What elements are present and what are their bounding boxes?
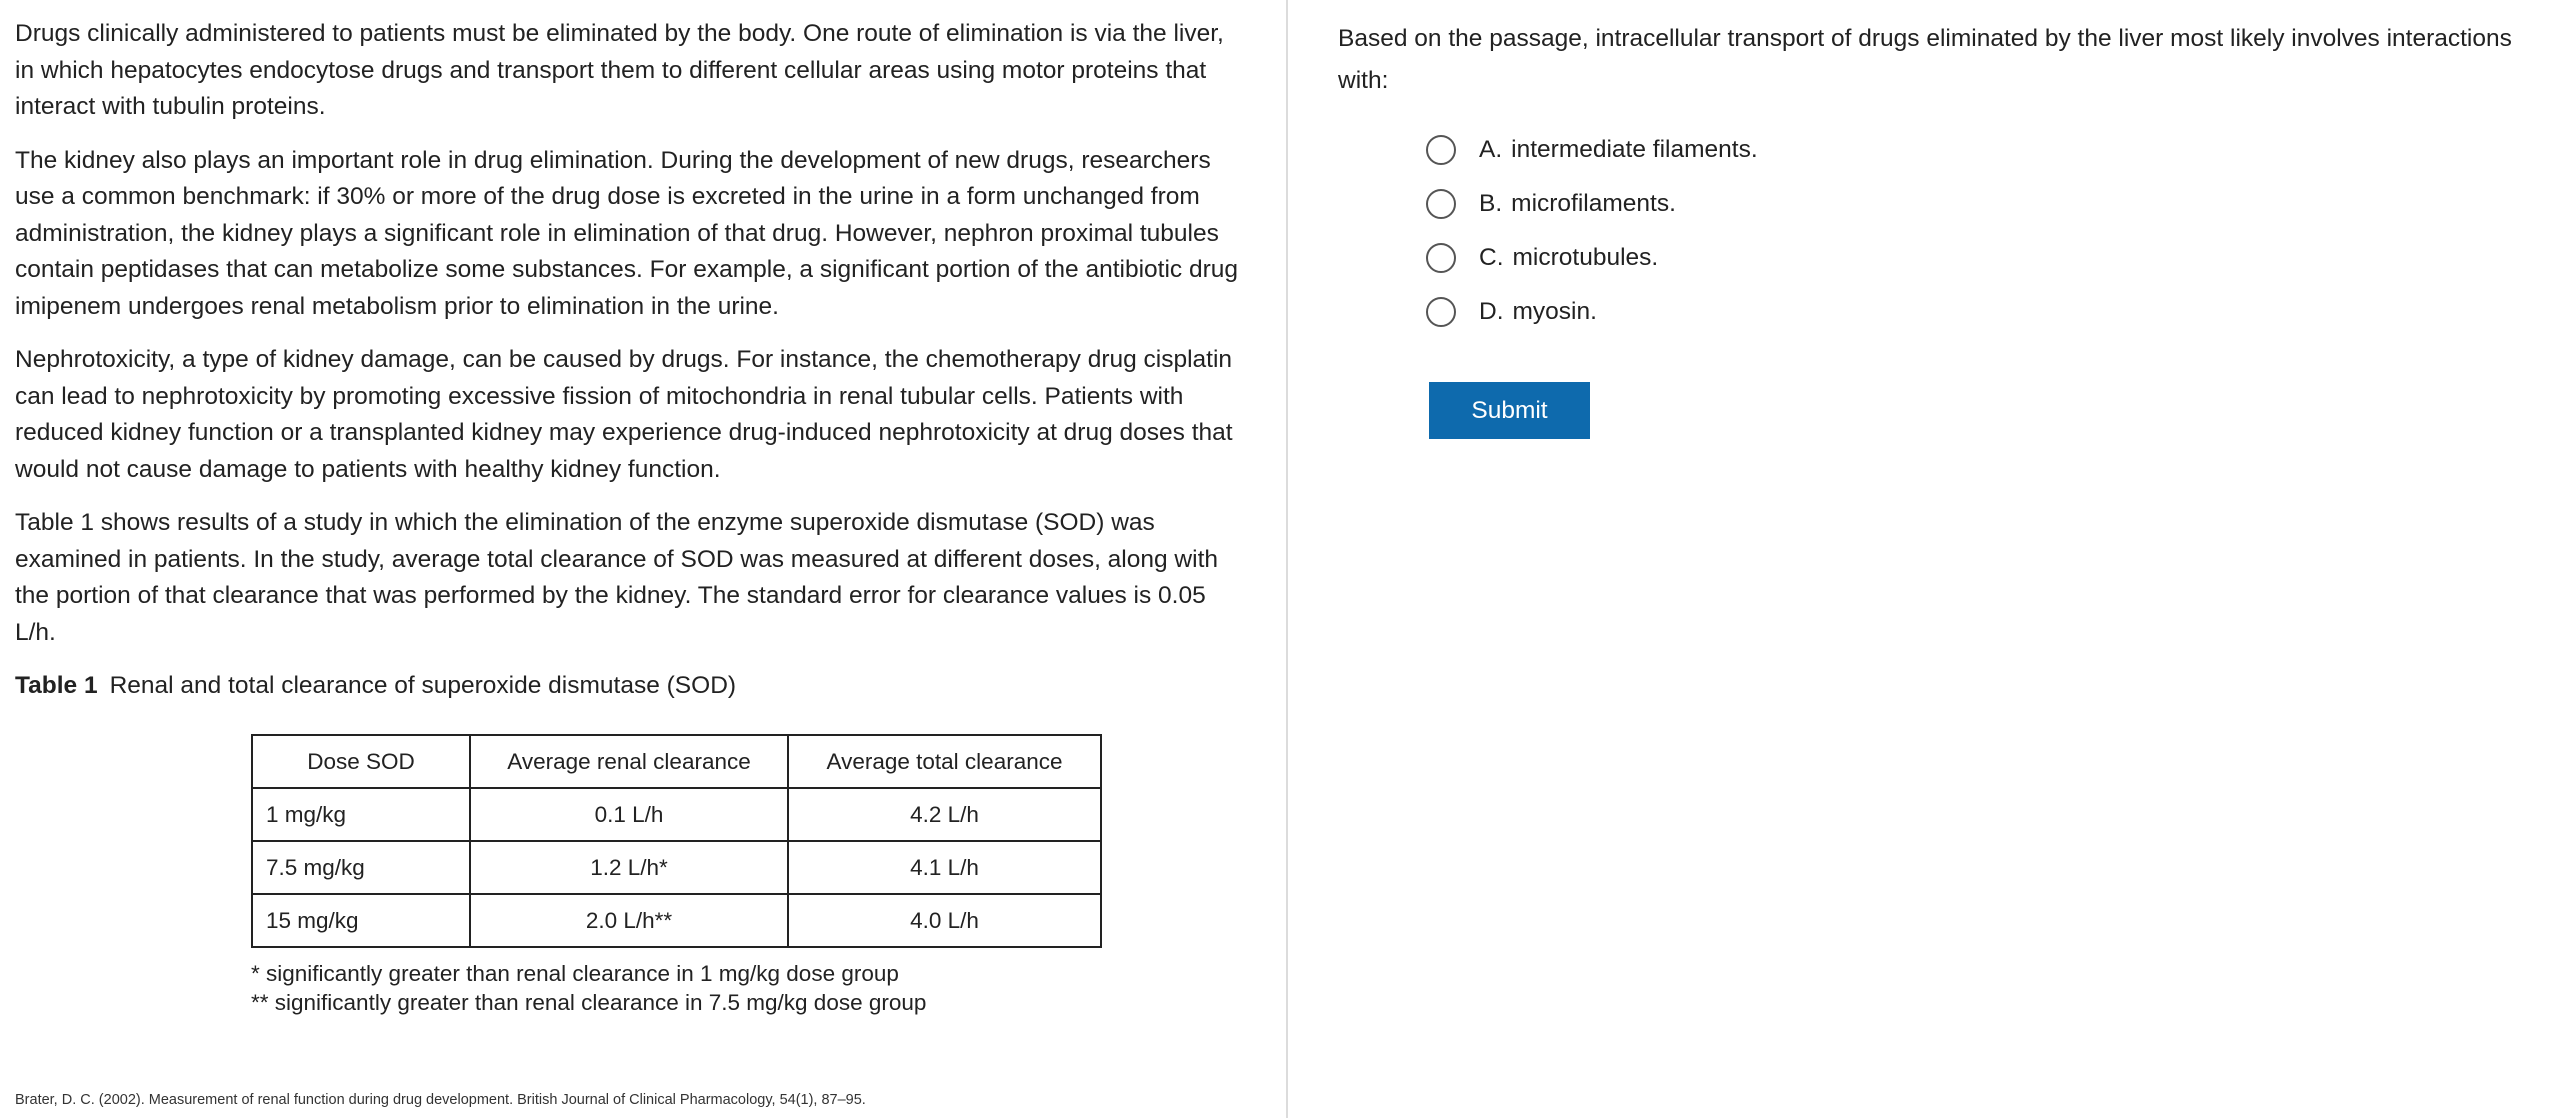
radio-button-d[interactable]	[1426, 297, 1456, 327]
table-row	[252, 894, 1101, 947]
cell-total-clearance: 4.0 L/h	[788, 894, 1101, 947]
answer-options	[1426, 123, 2571, 339]
option-letter: A.	[1479, 136, 1503, 163]
submit-button[interactable]: Submit	[1429, 382, 1590, 439]
cell-dose: 15 mg/kg	[252, 894, 470, 947]
cell-renal-clearance: 1.2 L/h*	[470, 841, 788, 894]
option-letter: D.	[1479, 298, 1504, 325]
cell-dose: 1 mg/kg	[252, 788, 470, 841]
table-row	[252, 841, 1101, 894]
option-text: intermediate filaments.	[1511, 136, 1758, 163]
table-label: Table 1	[15, 672, 98, 699]
question-stem: Based on the passage, intracellular transport of drugs eliminated by the liver most likely involves interactions with:	[1338, 25, 2512, 94]
table-footnotes	[251, 959, 1286, 1017]
table-row	[252, 788, 1101, 841]
question-pane	[1290, 0, 2571, 1118]
option-d[interactable]	[1426, 285, 2571, 339]
option-text: microfilaments.	[1511, 190, 1676, 217]
footnote-1: * significantly greater than renal clearance in 1 mg/kg dose group	[251, 961, 899, 986]
table-caption	[15, 668, 1286, 704]
option-b[interactable]	[1426, 177, 2571, 231]
radio-button-b[interactable]	[1426, 189, 1456, 219]
passage-text	[15, 16, 1245, 651]
cell-renal-clearance: 2.0 L/h**	[470, 894, 788, 947]
cell-total-clearance: 4.1 L/h	[788, 841, 1101, 894]
option-c[interactable]	[1426, 231, 2571, 285]
cell-renal-clearance: 0.1 L/h	[470, 788, 788, 841]
option-text: myosin.	[1512, 298, 1597, 325]
passage-paragraph-2: The kidney also plays an important role in drug elimination. During the development of new drugs, researchers use a common benchmark: if 30% or more of the drug dose is excreted in the urine in a form unchanged from administration, the kidney plays a significant role in elimination of that drug. However, nephron proximal tubules contain peptidases that can metabolize some substances. For example, a significant portion of the antibiotic drug imipenem undergoes renal metabolism prior to elimination in the urine.	[15, 146, 1238, 320]
radio-button-a[interactable]	[1426, 135, 1456, 165]
radio-button-c[interactable]	[1426, 243, 1456, 273]
passage-paragraph-1: Drugs clinically administered to patients must be eliminated by the body. One route of elimination is via the liver, in which hepatocytes endocytose drugs and transport them to different cellular areas using motor proteins that interact with tubulin proteins.	[15, 20, 1224, 120]
header-dose: Dose SOD	[252, 735, 470, 788]
clearance-table	[251, 734, 1102, 948]
footnote-2: ** significantly greater than renal clearance in 7.5 mg/kg dose group	[251, 990, 927, 1015]
table-caption-text: Renal and total clearance of superoxide dismutase (SOD)	[109, 672, 737, 699]
table-container	[251, 734, 1286, 948]
table-header-row	[252, 735, 1101, 788]
citation: Brater, D. C. (2002). Measurement of renal function during drug development. British Journal of Clinical Pharmacology, 54(1), 87–95.	[15, 1092, 866, 1108]
header-renal-clearance: Average renal clearance	[470, 735, 788, 788]
option-letter: B.	[1479, 190, 1503, 217]
option-text: microtubules.	[1512, 244, 1659, 271]
cell-total-clearance: 4.2 L/h	[788, 788, 1101, 841]
passage-paragraph-4: Table 1 shows results of a study in which the elimination of the enzyme superoxide dismutase (SOD) was examined in patients. In the study, average total clearance of SOD was measured at different doses, along with the portion of that clearance that was performed by the kidney. The standard error for clearance values is 0.05 L/h.	[15, 509, 1219, 646]
passage-paragraph-3: Nephrotoxicity, a type of kidney damage, can be caused by drugs. For instance, the chemotherapy drug cisplatin can lead to nephrotoxicity by promoting excessive fission of mitochondria in renal tubular cells. Patients with reduced kidney function or a transplanted kidney may experience drug-induced nephrotoxicity at drug doses that would not cause damage to patients with healthy kidney function.	[15, 346, 1233, 483]
header-total-clearance: Average total clearance	[788, 735, 1101, 788]
option-letter: C.	[1479, 244, 1504, 271]
option-a[interactable]	[1426, 123, 2571, 177]
cell-dose: 7.5 mg/kg	[252, 841, 470, 894]
